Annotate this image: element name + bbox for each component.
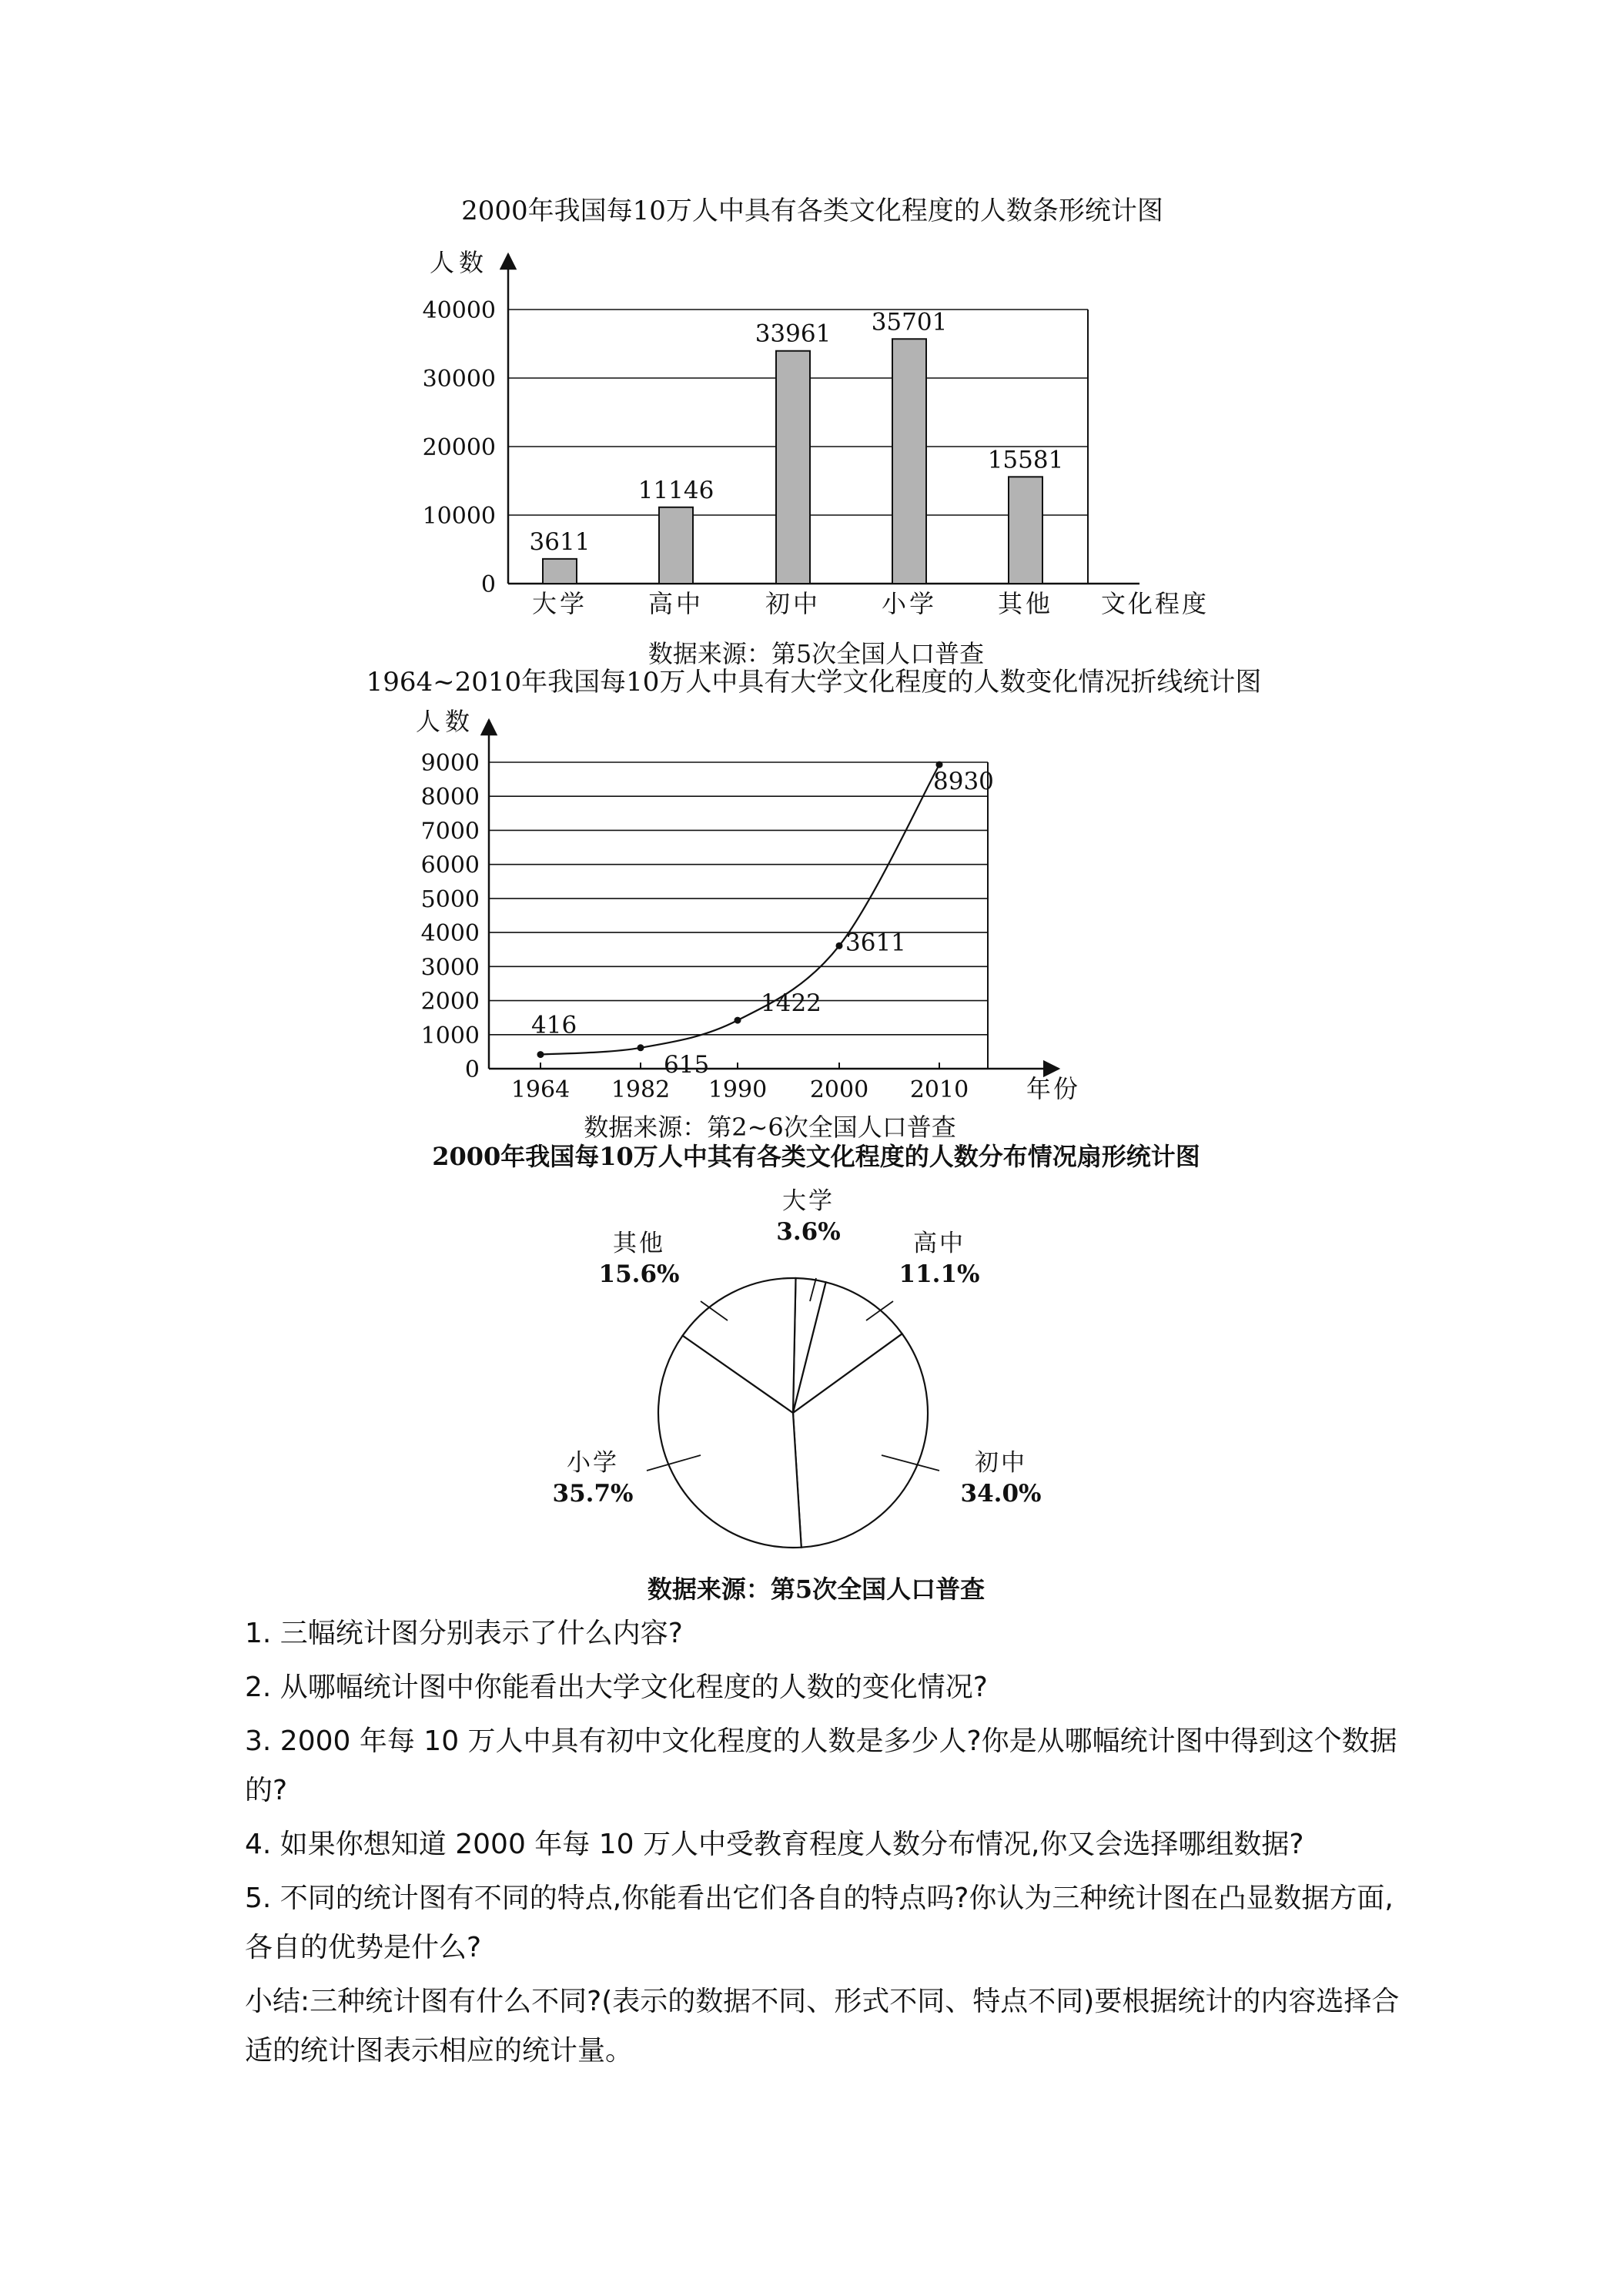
line-y-tick-label: 2000	[420, 988, 480, 1016]
line-value-label: 1422	[761, 989, 822, 1018]
line-x-tick-label: 1982	[611, 1076, 671, 1103]
bar-category-label: 小学	[881, 589, 938, 618]
question-item: 2. 从哪幅统计图中你能看出大学文化程度的人数的变化情况?	[245, 1672, 988, 1703]
bar-5	[1009, 477, 1042, 584]
bar-value-label: 35701	[871, 308, 948, 336]
bar-chart-source: 数据来源：第5次全国人口普查	[648, 639, 985, 668]
line-y-tick-label: 6000	[420, 852, 480, 879]
bar-3	[776, 351, 810, 584]
bar-y-tick-label: 40000	[422, 297, 496, 324]
line-y-tick-label: 9000	[420, 750, 480, 777]
bar-bars	[543, 339, 1042, 584]
line-point	[637, 1044, 644, 1051]
question-item: 1. 三幅统计图分别表示了什么内容?	[245, 1618, 683, 1649]
line-point	[735, 1017, 741, 1024]
pie-chart-source: 数据来源：第5次全国人口普查	[647, 1575, 986, 1602]
line-value-labels	[531, 768, 994, 1079]
line-x-tick-label: 1964	[510, 1076, 571, 1103]
bar-2	[659, 507, 693, 584]
line-point	[537, 1051, 544, 1058]
bar-category-label: 其他	[997, 589, 1054, 618]
line-y-tick-label: 5000	[420, 885, 480, 913]
line-chart	[366, 667, 1262, 1142]
line-chart-title: 1964~2010年我国每10万人中具有大学文化程度的人数变化情况折线统计图	[366, 667, 1262, 698]
pie-chart-title: 2000年我国每10万人中其有各类文化程度的人数分布情况扇形统计图	[432, 1142, 1200, 1171]
bar-4	[892, 339, 926, 584]
line-series-path	[540, 765, 939, 1055]
line-gridlines	[489, 762, 988, 1035]
pie-slice-percent: 34.0%	[960, 1480, 1042, 1508]
bar-chart	[423, 196, 1209, 668]
line-y-tick-label: 7000	[420, 818, 480, 845]
line-value-label: 615	[664, 1050, 710, 1079]
bar-x-ticks	[532, 589, 1053, 618]
bar-y-tick-label: 20000	[422, 434, 496, 461]
pie-slice-name: 其他	[613, 1230, 665, 1257]
line-value-label: 416	[531, 1011, 577, 1039]
line-x-tick-label: 1990	[708, 1076, 768, 1103]
pie-slice-name: 初中	[975, 1449, 1027, 1477]
bar-y-tick-label: 0	[480, 571, 496, 598]
line-x-tick-label: 2000	[809, 1076, 869, 1103]
line-y-tick-label: 1000	[420, 1022, 480, 1049]
bar-value-label: 11146	[637, 476, 714, 504]
pie-slice-name: 小学	[567, 1449, 619, 1477]
bar-category-label: 初中	[765, 589, 822, 618]
line-x-tick-label: 2010	[909, 1076, 969, 1103]
line-points	[537, 761, 943, 1059]
bar-y-tick-label: 10000	[422, 503, 496, 530]
line-x-axis-label: 年份	[1026, 1074, 1081, 1103]
question-item: 3. 2000 年每 10 万人中具有初中文化程度的人数是多少人?你是从哪幅统计图中得到这个数据的?	[245, 1725, 1397, 1806]
bar-1	[543, 559, 577, 584]
pie-slice-name: 高中	[913, 1230, 965, 1257]
pie-slice-name: 大学	[782, 1187, 835, 1215]
line-y-ticks	[421, 750, 480, 1083]
line-value-label: 8930	[933, 768, 994, 796]
bar-y-axis-label: 人数	[429, 248, 489, 277]
bar-chart-title: 2000年我国每10万人中具有各类文化程度的人数条形统计图	[461, 196, 1163, 226]
question-item: 4. 如果你想知道 2000 年每 10 万人中受教育程度人数分布情况,你又会选择哪组数据?	[245, 1829, 1304, 1860]
question-item: 5. 不同的统计图有不同的特点,你能看出它们各自的特点吗?你认为三种统计图在凸显数据方面,各自的优势是什么?	[245, 1883, 1394, 1963]
line-y-tick-label: 3000	[420, 954, 480, 982]
bar-value-label: 33961	[755, 320, 832, 348]
line-y-tick-label: 0	[464, 1056, 480, 1083]
pie-slice-percent: 35.7%	[552, 1480, 634, 1508]
bar-x-axis-label: 文化程度	[1100, 589, 1210, 618]
line-chart-source: 数据来源：第2~6次全国人口普查	[584, 1113, 956, 1142]
line-value-label: 3611	[845, 929, 906, 957]
pie-slice-percent: 11.1%	[899, 1260, 980, 1288]
bar-value-label: 15581	[987, 446, 1064, 474]
pie-slice-percent: 15.6%	[598, 1260, 680, 1288]
bar-category-label: 高中	[648, 589, 704, 618]
summary-text: 小结:三种统计图有什么不同?(表示的数据不同、形式不同、特点不同)要根据统计的内容选择合适的统计图表示相应的统计量。	[245, 1986, 1400, 2067]
pie-slices	[658, 1278, 928, 1548]
line-y-tick-label: 8000	[420, 784, 480, 812]
pie-slice-percent: 3.6%	[776, 1218, 841, 1246]
line-y-axis-label: 人数	[415, 707, 475, 736]
line-point	[836, 942, 843, 949]
bar-category-label: 大学	[531, 589, 588, 618]
question-list	[245, 1609, 1400, 2080]
bar-y-ticks	[423, 297, 496, 598]
line-y-tick-label: 4000	[420, 920, 480, 948]
bar-value-label: 3611	[529, 527, 591, 556]
pie-chart	[432, 1142, 1200, 1602]
bar-y-tick-label: 30000	[422, 366, 496, 393]
